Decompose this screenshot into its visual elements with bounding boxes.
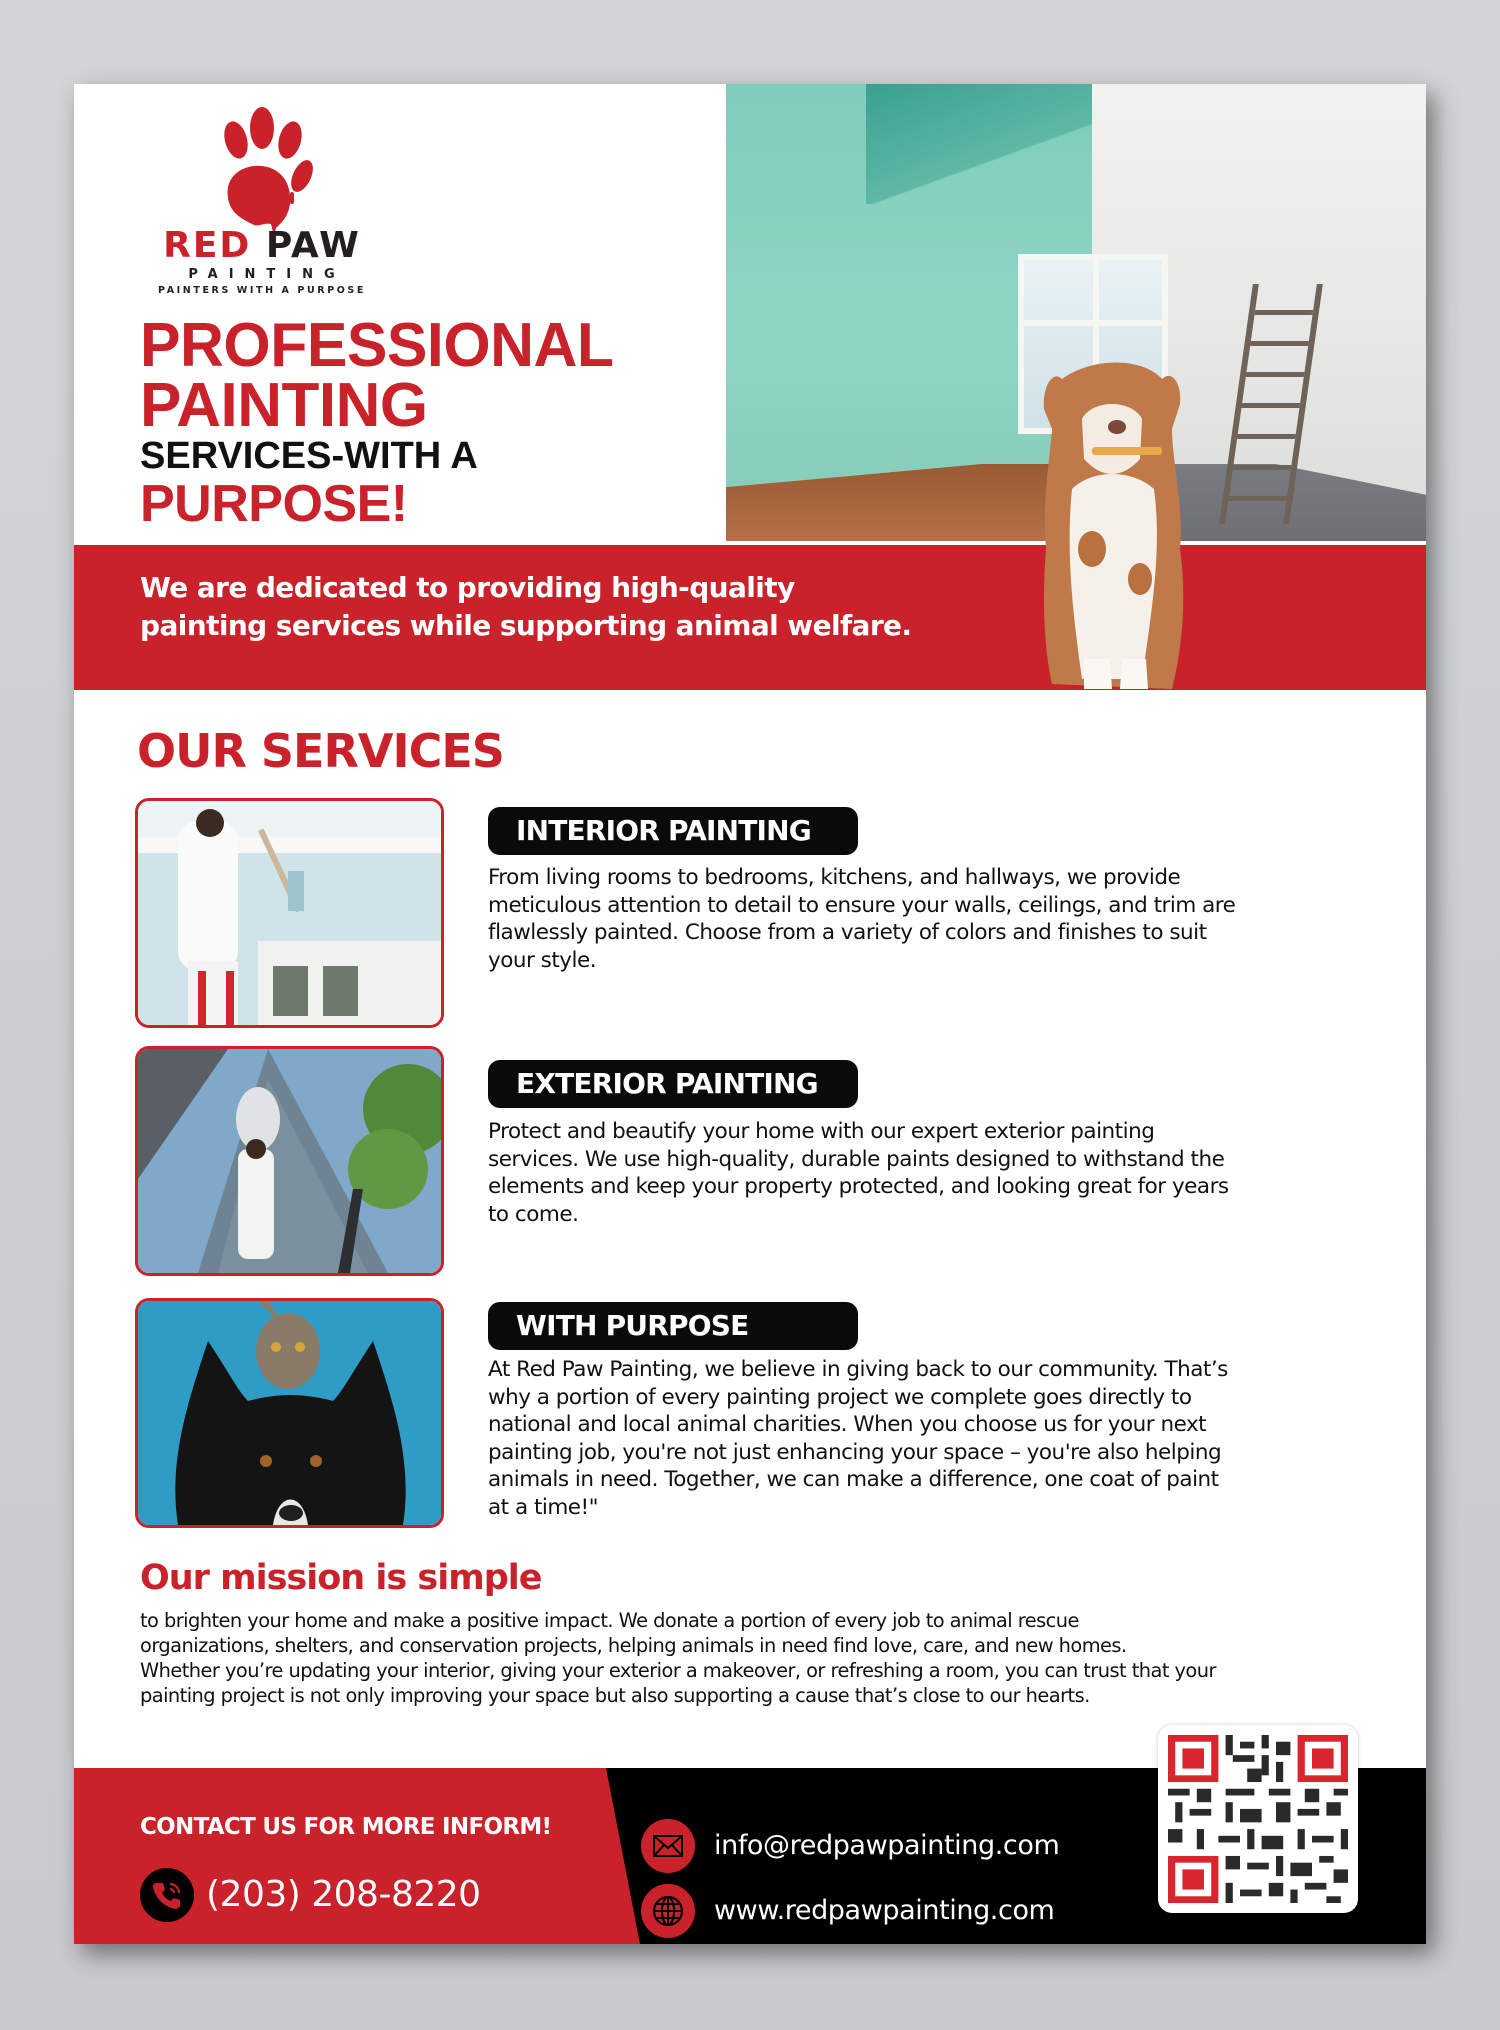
- mission-title: Our mission is simple: [140, 1558, 542, 1598]
- with-purpose-image: [135, 1298, 444, 1528]
- exterior-painting-text: Protect and beautify your home with our expert exterior painting services. We use high-quality, durable paints designed to withstand the elements and keep your property protected, and looking great for years to come.: [488, 1119, 1229, 1227]
- globe-icon: [641, 1884, 695, 1938]
- services-title: OUR SERVICES: [137, 724, 504, 778]
- ceiling-molding: [866, 84, 1092, 204]
- interior-painting-text: From living rooms to bedrooms, kitchens, and hallways, we provide meticulous attention to detail to ensure your walls, ceilings, and trim are flawlessly painted. Choose from a variety of colors and finishes to suit your style.: [488, 865, 1236, 973]
- brand-subtitle: PAINTING: [188, 267, 346, 282]
- headline-line-4: PURPOSE!: [140, 475, 408, 533]
- exterior-painting-label: EXTERIOR PAINTING: [488, 1060, 858, 1108]
- headline-line-2: PAINTING: [140, 371, 428, 440]
- email-icon: [641, 1819, 695, 1873]
- flyer: [74, 84, 1426, 1944]
- website-link[interactable]: www.redpawpainting.com: [714, 1895, 1055, 1926]
- mission-text: to brighten your home and make a positive impact. We donate a portion of every job to animal rescue organizations, shelters, and conservation projects, helping animals in need find love, care, and new homes. Whether you’re updating your interior, giving your exterior a makeover, or refreshing a room, you can trust that your painting project is not only improving your space but also supporting a cause that’s close to our hearts.: [140, 1609, 1216, 1707]
- dog-with-brush-photo: [1022, 349, 1204, 694]
- band-text: We are dedicated to providing high-quality painting services while supporting animal welfare.: [140, 571, 912, 642]
- phone-number[interactable]: (203) 208-8220: [206, 1874, 481, 1915]
- headline-line-3: SERVICES-WITH A: [140, 435, 478, 477]
- contact-title: CONTACT US FOR MORE INFORM!: [140, 1814, 552, 1840]
- brand-name: RED PAW: [163, 225, 361, 266]
- interior-painting-image: [135, 798, 444, 1028]
- brand-tagline: PAINTERS WITH A PURPOSE: [158, 285, 366, 296]
- with-purpose-label: WITH PURPOSE: [488, 1302, 858, 1350]
- headline-line-1: PROFESSIONAL: [140, 311, 614, 380]
- with-purpose-text: At Red Paw Painting, we believe in giving back to our community. That’s why a portion of every painting project we complete goes directly to national and local animal charities. When you choose us for your next painting job, you're not just enhancing your space – you're also helping animals in need. Together, we can make a difference, one coat of paint at a time!": [488, 1357, 1228, 1520]
- paw-logo-icon: [206, 106, 318, 236]
- qr-code[interactable]: [1158, 1725, 1358, 1913]
- interior-painting-label: INTERIOR PAINTING: [488, 807, 858, 855]
- email-link[interactable]: info@redpawpainting.com: [714, 1830, 1060, 1861]
- exterior-painting-image: [135, 1046, 444, 1276]
- phone-icon: [140, 1868, 194, 1922]
